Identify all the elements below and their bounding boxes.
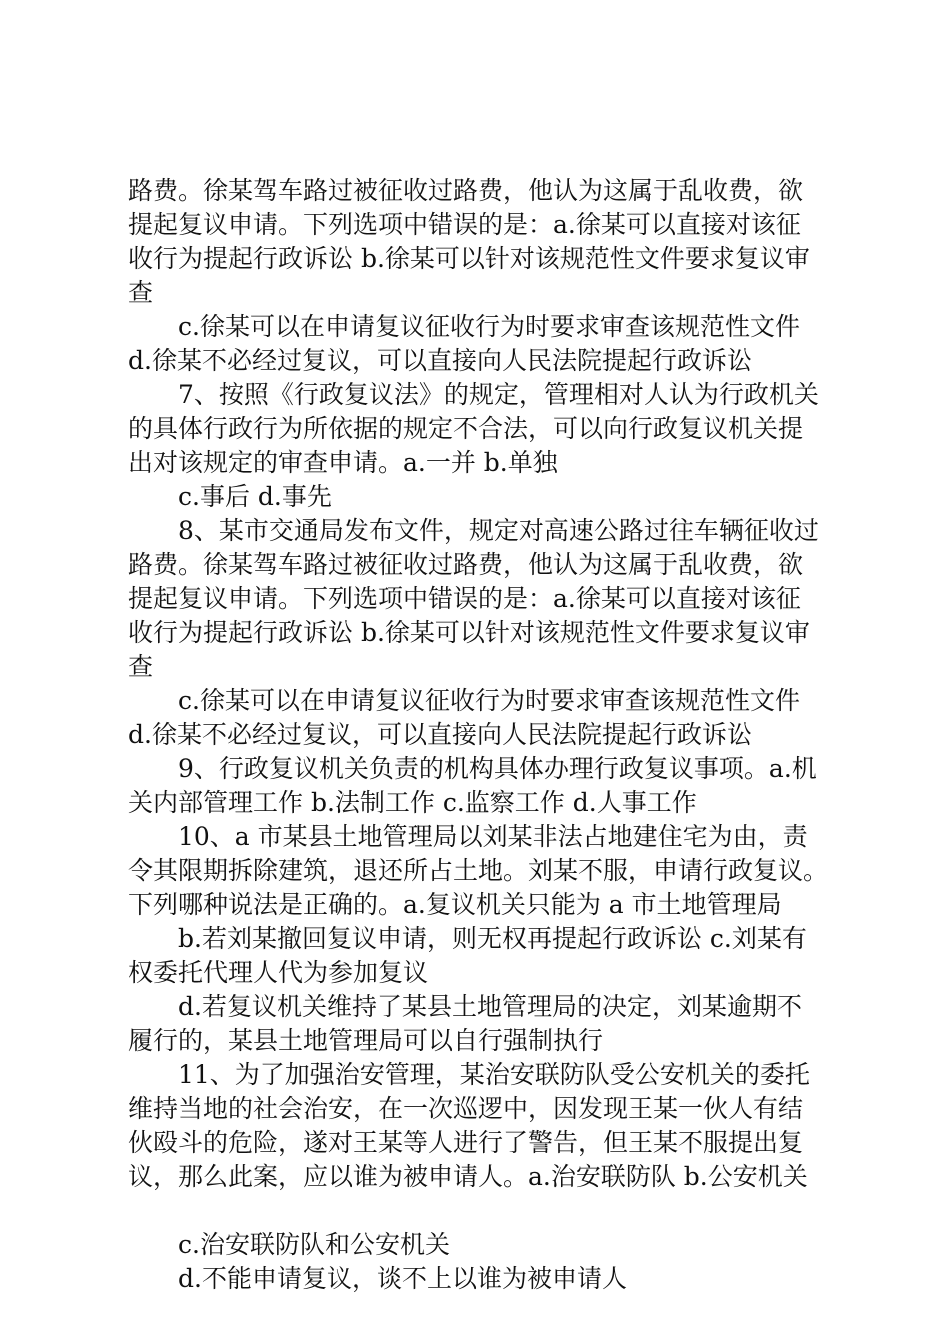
- text-line: 7、按照《行政复议法》的规定，管理相对人认为行政机关: [178, 380, 819, 409]
- text-line: 维持当地的社会治安，在一次巡逻中，因发现王某一伙人有结: [128, 1094, 804, 1123]
- text-line: d.若复议机关维持了某县土地管理局的决定，刘某逾期不: [178, 992, 802, 1021]
- text-line: 出对该规定的审查申请。a.一并 b.单独: [128, 448, 558, 477]
- text-line: 收行为提起行政诉讼 b.徐某可以针对该规范性文件要求复议审: [128, 618, 810, 647]
- text-line: 履行的，某县土地管理局可以自行强制执行: [128, 1026, 604, 1055]
- text-line: 伙殴斗的危险，遂对王某等人进行了警告，但王某不服提出复: [128, 1128, 804, 1157]
- document-body: [128, 174, 838, 1296]
- text-line: c.治安联防队和公安机关: [178, 1230, 450, 1259]
- text-line: b.若刘某撤回复议申请，则无权再提起行政诉讼 c.刘某有: [178, 924, 807, 953]
- text-line: 查: [128, 278, 154, 307]
- text-line: 令其限期拆除建筑，退还所占土地。刘某不服，申请行政复议。: [128, 856, 829, 885]
- text-line: d.不能申请复议，谈不上以谁为被申请人: [178, 1264, 627, 1293]
- text-line: c.徐某可以在申请复议征收行为时要求审查该规范性文件: [178, 686, 800, 715]
- text-line: d.徐某不必经过复议，可以直接向人民法院提起行政诉讼: [128, 720, 752, 749]
- text-line: 查: [128, 652, 154, 681]
- text-line: 9、行政复议机关负责的机构具体办理行政复议事项。a.机: [178, 754, 817, 783]
- text-line: 路费。徐某驾车路过被征收过路费，他认为这属于乱收费，欲: [128, 550, 804, 579]
- text-line: 10、a 市某县土地管理局以刘某非法占地建住宅为由，责: [178, 822, 808, 851]
- text-line: 8、某市交通局发布文件，规定对高速公路过往车辆征收过: [178, 516, 819, 545]
- text-line: 议，那么此案，应以谁为被申请人。a.治安联防队 b.公安机关: [128, 1162, 808, 1191]
- text-line: 路费。徐某驾车路过被征收过路费，他认为这属于乱收费，欲: [128, 176, 804, 205]
- text-line: 提起复议申请。下列选项中错误的是：a.徐某可以直接对该征: [128, 584, 801, 613]
- text-line: 收行为提起行政诉讼 b.徐某可以针对该规范性文件要求复议审: [128, 244, 810, 273]
- text-line: 11、为了加强治安管理，某治安联防队受公安机关的委托: [178, 1060, 810, 1089]
- text-line: 的具体行政行为所依据的规定不合法，可以向行政复议机关提: [128, 414, 804, 443]
- text-line: c.徐某可以在申请复议征收行为时要求审查该规范性文件: [178, 312, 800, 341]
- text-line: 下列哪种说法是正确的。a.复议机关只能为 a 市土地管理局: [128, 890, 782, 919]
- blank-line: [128, 1194, 838, 1228]
- text-line: 提起复议申请。下列选项中错误的是：a.徐某可以直接对该征: [128, 210, 801, 239]
- text-line: d.徐某不必经过复议，可以直接向人民法院提起行政诉讼: [128, 346, 752, 375]
- text-line: c.事后 d.事先: [178, 482, 332, 511]
- text-line: 关内部管理工作 b.法制工作 c.监察工作 d.人事工作: [128, 788, 697, 817]
- text-line: 权委托代理人代为参加复议: [128, 958, 429, 987]
